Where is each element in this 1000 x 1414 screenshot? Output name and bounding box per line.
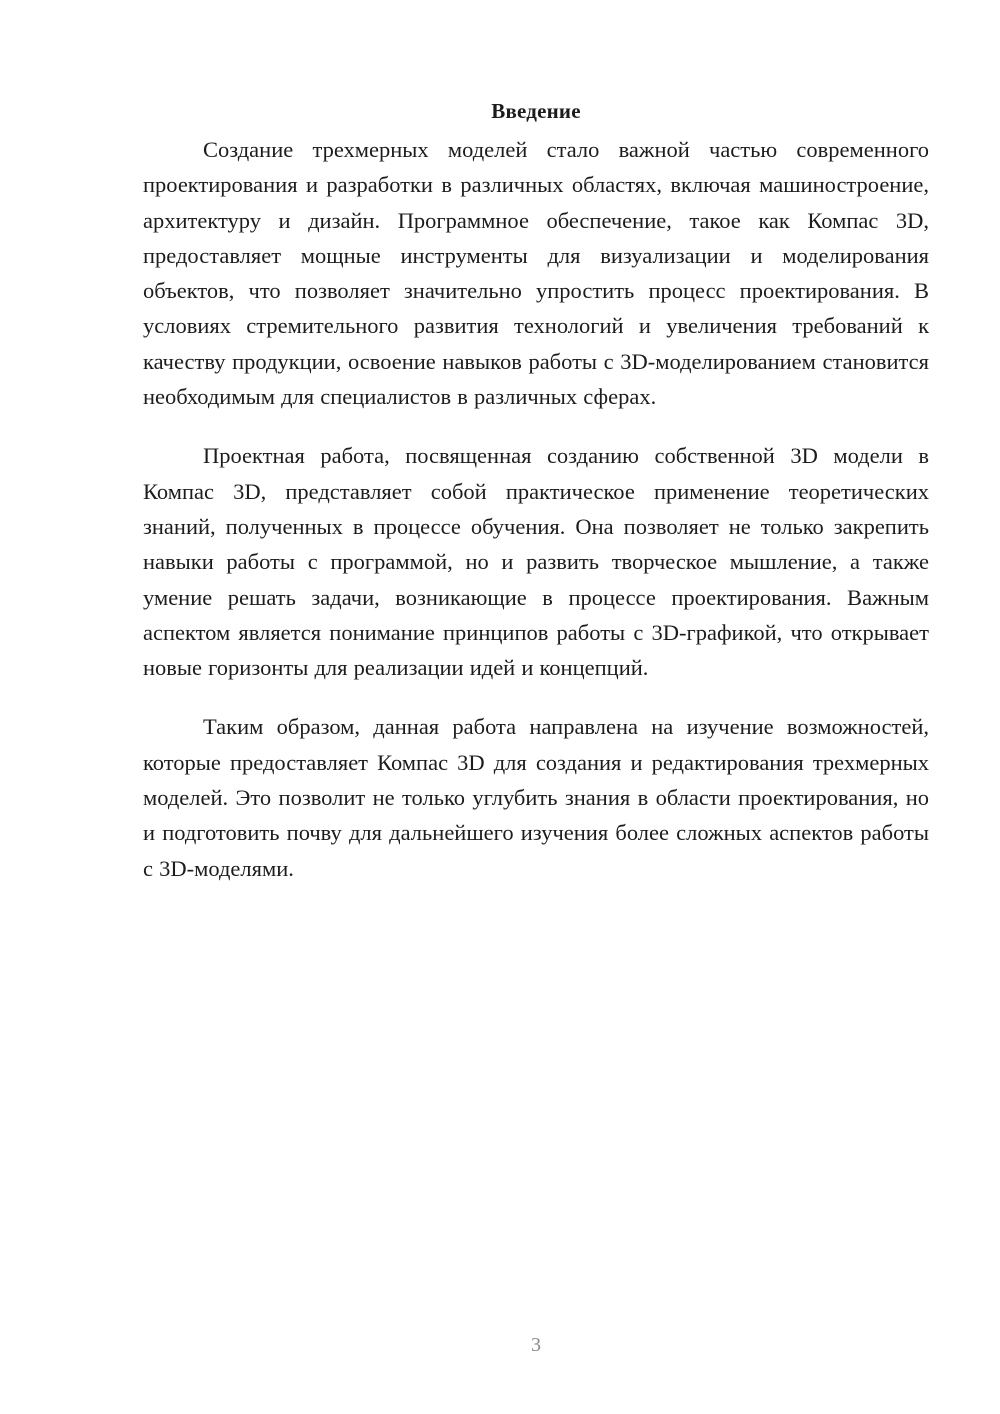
paragraph-1: Создание трехмерных моделей стало важной частью современного проектирования и разработки в различных областях, включая машиностроение, архитектуру и дизайн. Программное обеспечение, такое как Компас 3D, предоставляет мощные инструменты для визуализации и моделирования объектов, что позволяет значительно упростить процесс проектирования. В условиях стремительного развития технологий и увеличения требований к качеству продукции, освоение навыков работы с 3D-моделированием становится необходимым для специалистов в различных сферах. [143, 137, 929, 410]
document-body [143, 96, 929, 910]
paragraph-2: Проектная работа, посвященная созданию собственной 3D модели в Компас 3D, представляет собой практическое применение теоретических знаний, полученных в процессе обучения. Она позволяет не только закрепить навыки работы с программой, но и развить творческое мышление, а также умение решать задачи, возникающие в процессе проектирования. Важным аспектом является понимание принципов работы с 3D-графикой, что открывает новые горизонты для реализации идей и концепций. [143, 443, 929, 681]
paragraph-3: Таким образом, данная работа направлена на изучение возможностей, которые предоставляет Компас 3D для создания и редактирования трехмерных моделей. Это позволит не только углубить знания в области проектирования, но и подготовить почву для дальнейшего изучения более сложных аспектов работы с 3D-моделями. [143, 714, 929, 881]
page-number: 3 [531, 1334, 541, 1356]
section-title: Введение [491, 99, 581, 123]
